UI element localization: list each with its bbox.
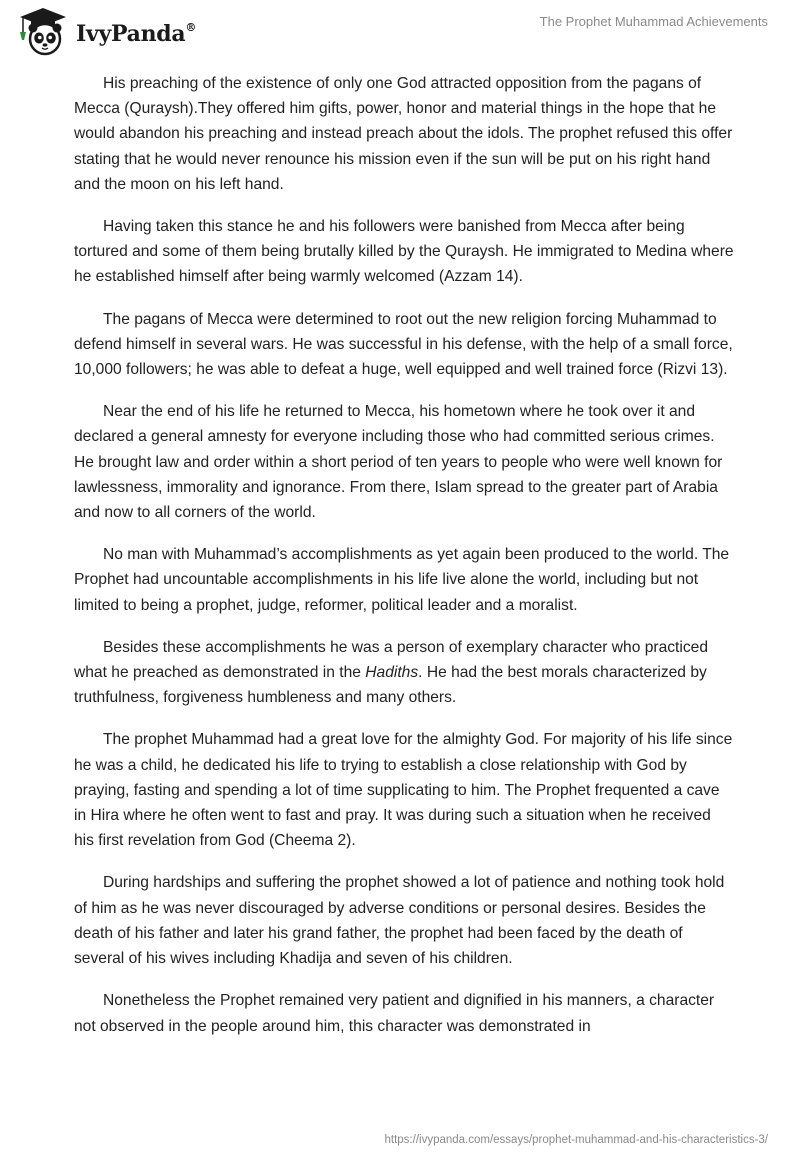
brand-name: IvyPanda® — [76, 20, 197, 47]
paragraph: The prophet Muhammad had a great love for the almighty God. For majority of his life since he was a child, he dedicated his life to trying to establish a close relationship with God by praying, fasting and spending a lot of time supplicating to him. The Prophet frequented a cave in Hira where he often went to fast and pray. It was during such a situation when he received his first revelation from God (Cheema 2). — [74, 731, 733, 850]
paragraph: Nonetheless the Prophet remained very patient and dignified in his manners, a character not observed in the people around him, this character was demonstrated in — [74, 992, 715, 1035]
paragraph-text: . He had the best morals characterized by truthfulness, forgiveness humbleness and many others. — [74, 664, 707, 707]
paragraph: Having taken this stance he and his followers were banished from Mecca after being tortured and some of them being brutally killed by the Quraysh. He immigrated to Medina where he established himself after being warmly welcomed (Azzam 14). — [74, 218, 734, 286]
italic-term: Hadiths — [365, 664, 419, 682]
paragraph: During hardships and suffering the prophet showed a lot of patience and nothing took hold of him as he was never discouraged by adverse conditions or personal desires. Besides the death of his father and later his grand father, the prophet had been faced by the death of several of his wives including Khadija and seven of his children. — [74, 874, 725, 968]
panda-graduate-icon — [14, 6, 72, 58]
paragraph: His preaching of the existence of only one God attracted opposition from the pagans of Mecca (Quraysh).They offered him gifts, power, honor and material things in the hope that he would abandon his preaching and instead preach about the idols. The prophet refused this offer stating that he would never renounce his mission even if the sun will be put on his right hand and the moon on his left hand. — [74, 75, 733, 193]
ivypanda-logo[interactable] — [14, 6, 196, 58]
page-header — [0, 0, 800, 62]
paragraph: The pagans of Mecca were determined to root out the new religion forcing Muhammad to defend himself in several wars. He was successful in his defense, with the help of a small force, 10,000 followers; he was able to defeat a huge, well equipped and well trained force (Rizvi 13). — [74, 310, 733, 379]
essay-body — [74, 71, 734, 1056]
paragraph: Near the end of his life he returned to Mecca, his hometown where he took over it and declared a general amnesty for everyone including those who had committed serious crimes. He brought law and order within a short period of ten years to people who were well known for lawlessness, immorality and ignorance. From there, Islam spread to the greater part of Arabia and now to all corners of the world. — [74, 403, 723, 522]
source-url[interactable]: https://ivypanda.com/essays/prophet-muhammad-and-his-characteristics-3/ — [384, 1134, 768, 1146]
paragraph: No man with Muhammad’s accomplishments as yet again been produced to the world. The Prophet had uncountable accomplishments in his life live alone the world, including but not limited to being a prophet, judge, reformer, political leader and a moralist. — [74, 546, 730, 614]
document-title: The Prophet Muhammad Achievements — [539, 14, 768, 29]
paragraph — [74, 635, 734, 711]
paragraph-text: Besides these accomplishments he was a person of exemplary character who practiced what he preached as demonstrated in the — [74, 638, 708, 682]
